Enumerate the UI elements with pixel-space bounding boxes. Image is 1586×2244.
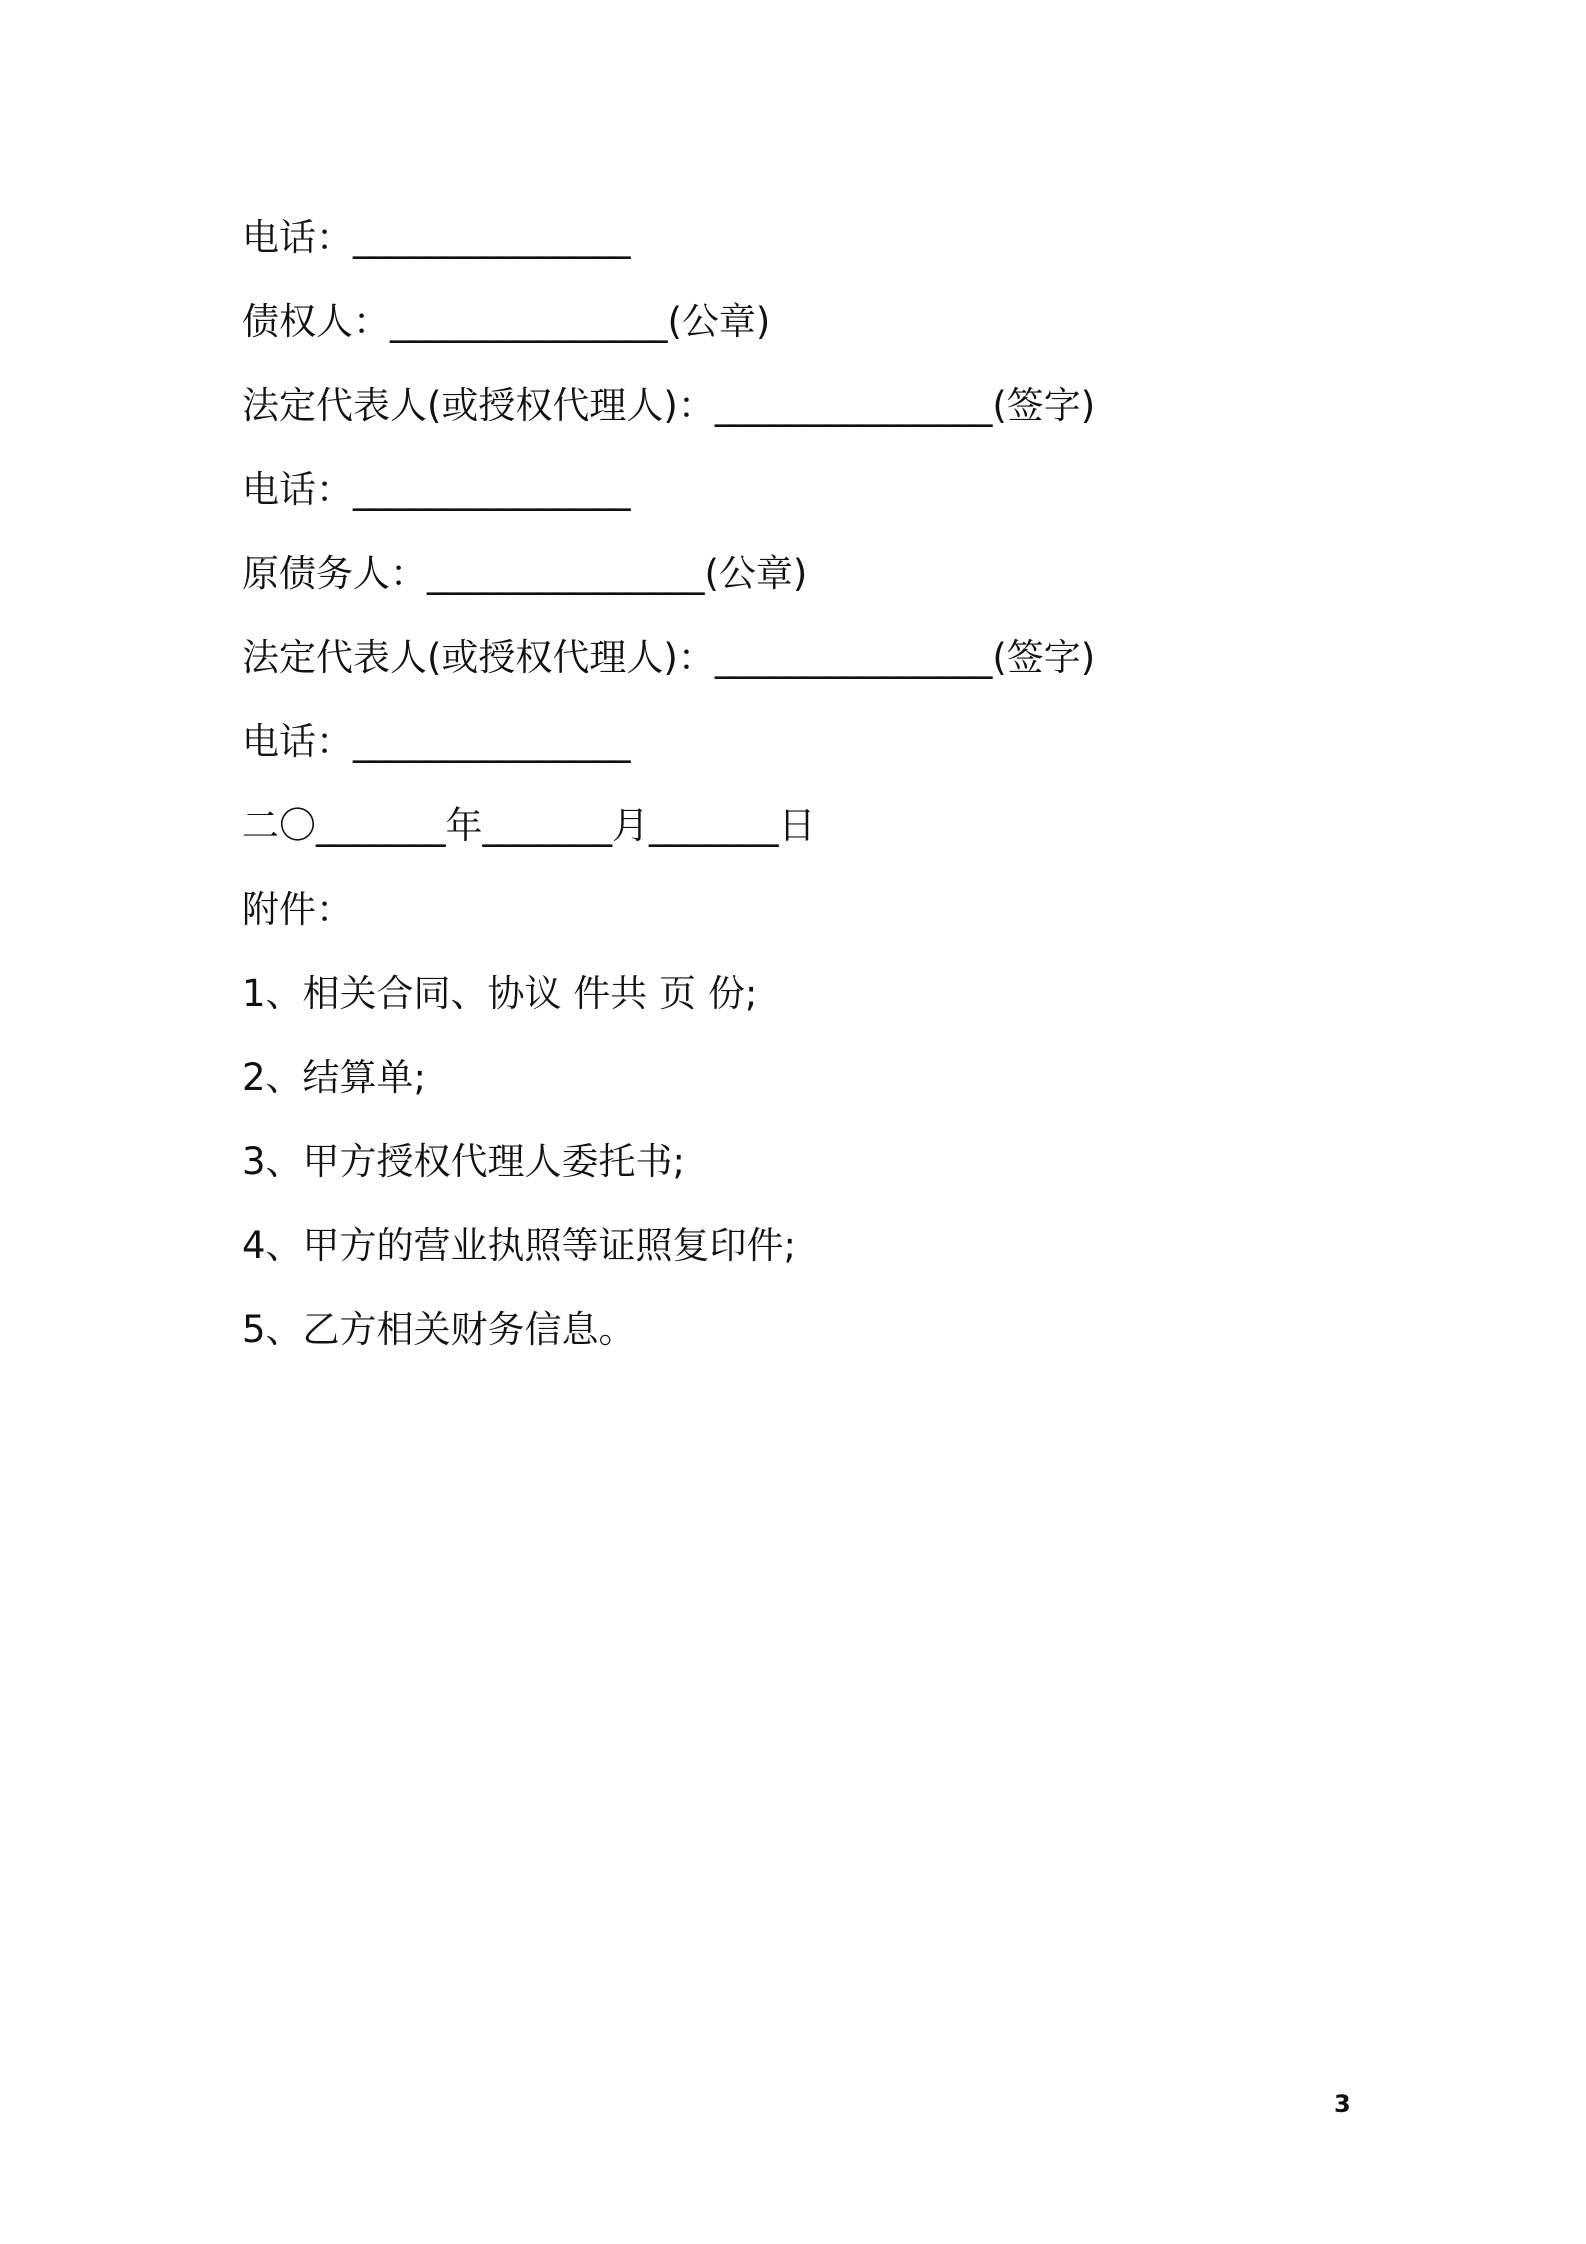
creditor-seal-line: 债权人：_______________(公章) [242, 300, 771, 343]
phone-line-2: 电话：_______________ [242, 468, 631, 511]
phone-line-3: 电话：_______________ [242, 720, 631, 763]
attachment-item-2: 2、结算单; [242, 1056, 427, 1099]
attachment-item-5: 5、乙方相关财务信息。 [242, 1308, 636, 1351]
date-line: 二〇_______年_______月_______日 [242, 804, 816, 847]
page-number: 3 [1334, 2090, 1351, 2118]
debtor-representative-signature-line: 法定代表人(或授权代理人)：_______________(签字) [242, 636, 1096, 679]
creditor-representative-signature-line: 法定代表人(或授权代理人)：_______________(签字) [242, 384, 1096, 427]
phone-line-1: 电话：_______________ [242, 216, 631, 259]
original-debtor-seal-line: 原债务人：_______________(公章) [242, 552, 808, 595]
document-body [242, 196, 1392, 1372]
attachments-heading: 附件： [242, 888, 353, 931]
attachment-item-3: 3、甲方授权代理人委托书; [242, 1140, 686, 1183]
attachment-item-4: 4、甲方的营业执照等证照复印件; [242, 1224, 797, 1267]
attachment-item-1: 1、相关合同、协议 件共 页 份; [242, 972, 758, 1015]
